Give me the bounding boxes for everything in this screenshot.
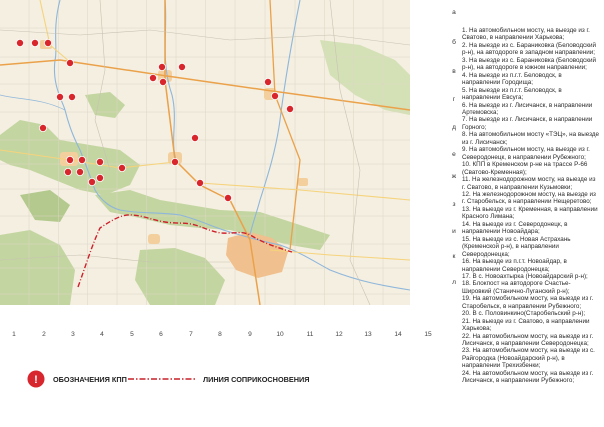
row-label: и	[452, 228, 456, 235]
checkpoint-list-item: 15. На выезде из с. Новая Астрахань (Кременской р-н), в направлении Северодонецка;	[462, 235, 571, 258]
checkpoint-marker	[286, 105, 293, 112]
checkpoint-marker	[56, 93, 63, 100]
checkpoint-list-item: 16. На выезде из п.г.т. Новоайдар, в направлении Северодонецка;	[462, 258, 567, 273]
checkpoint-marker	[149, 74, 156, 81]
checkpoint-list-item: 7. На выезде из г. Лисичанск, в направлении Горного;	[462, 116, 593, 131]
column-label: 7	[189, 331, 193, 338]
column-label: 15	[424, 331, 432, 338]
checkpoint-marker	[68, 93, 75, 100]
row-label: з	[452, 201, 456, 208]
row-label: а	[452, 9, 456, 16]
checkpoint-marker	[39, 124, 46, 131]
checkpoint-marker	[66, 59, 73, 66]
column-label: 5	[130, 331, 134, 338]
column-label: 4	[100, 331, 104, 338]
checkpoint-list-item: 24. На автомобильном мосту, на выезде из г. Лисичанск, в направлении Рубежного;	[462, 369, 594, 385]
checkpoint-marker	[96, 158, 103, 165]
column-label: 3	[71, 331, 75, 338]
checkpoint-list-item: 17. В с. Новоахтырка (Новоайдарский р-н);	[462, 272, 588, 280]
checkpoint-marker	[78, 156, 85, 163]
checkpoint-marker	[196, 179, 203, 186]
checkpoint-list-item: 8. На автомобильном мосту «ТЭЦ», на выезде из г. Лисичанск;	[462, 131, 600, 146]
map-canvas	[0, 0, 410, 305]
checkpoint-list-item: 12. На железнодорожном мосту, на выезде из г. Старобельск, в направлении Нещеретово;	[462, 190, 596, 206]
column-label: 6	[159, 331, 163, 338]
checkpoint-list-item: 4. На выезде из п.г.т. Беловодск, в направлении Городища;	[462, 71, 562, 87]
checkpoint-marker	[96, 174, 103, 181]
checkpoint-list-item: 20. В с. Половинкино(Старобельский р-н);	[462, 310, 586, 318]
kpp-legend-icon	[27, 370, 45, 388]
column-label: 9	[248, 331, 252, 338]
checkpoint-marker	[171, 158, 178, 165]
checkpoint-list-item: 13. На выезде из г. Кременная, в направлении Красного Лимана;	[462, 205, 598, 221]
checkpoint-list-item: 23. На автомобильном мосту, на выезде из с. Райгородка (Новоайдарский р-н), в направлении Трехизбенки;	[462, 347, 595, 370]
checkpoint-list-item: 9. На автомобильном мосту, на выезде из г. Северодонецк, в направлении Рубежного;	[462, 146, 590, 161]
map-area	[0, 0, 410, 305]
column-label: 2	[42, 331, 46, 338]
checkpoint-list-item: 21. На выезде из г. Сватово, в направлении Харькова;	[462, 317, 590, 333]
checkpoint-marker	[118, 164, 125, 171]
checkpoint-marker	[271, 92, 278, 99]
row-label: г	[452, 96, 456, 103]
checkpoint-list-item: 3. На выезде из с. Бараниковка (Беловодский р-н), на автодороге в южном направлении;	[462, 56, 596, 72]
column-label: 1	[12, 331, 16, 338]
checkpoint-list-item: 11. На железнодорожном мосту, на выезде из г. Сватово, в направлении Кузьмовки;	[462, 176, 596, 191]
checkpoint-marker	[16, 39, 23, 46]
checkpoint-marker	[224, 194, 231, 201]
checkpoint-marker	[159, 78, 166, 85]
checkpoint-list-item: 1. На автомобильном мосту, на выезде из г. Сватово, в направлении Харькова;	[462, 27, 590, 42]
checkpoint-list-item: 6. На выезде из г. Лисичанск, в направлении Артемовска;	[462, 101, 593, 116]
column-label: 8	[218, 331, 222, 338]
checkpoint-list-item: 22. На автомобильном мосту, на выезде из г. Лисичанск, в направлении Северодонецка;	[462, 332, 594, 348]
checkpoint-marker	[31, 39, 38, 46]
checkpoint-list-item: 5. На выезде из п.г.т. Беловодск, в направлении Евсуга;	[462, 86, 562, 102]
checkpoint-marker	[76, 168, 83, 175]
column-label: 10	[276, 331, 284, 338]
row-label: к	[452, 253, 456, 260]
column-label: 14	[394, 331, 402, 338]
contact-line-legend-label: ЛИНИЯ СОПРИКОСНОВЕНИЯ	[203, 375, 310, 384]
checkpoint-marker	[64, 168, 71, 175]
row-label: в	[452, 68, 456, 75]
checkpoint-list-item: 19. На автомобильном мосту, на выезде из г. Старобельск, в направлении Рубежного;	[462, 295, 594, 310]
checkpoint-list-item: 2. На выезде из с. Бараниковка (Беловодский р-н), на автодороге в западном направлении;	[462, 41, 596, 57]
checkpoint-list-item: 18. Блокпост на автодороге Счастье-Шировкий (Станично-Луганский р-н);	[462, 280, 571, 295]
row-label: е	[452, 151, 456, 158]
town	[298, 178, 308, 186]
contact-line-legend-symbol	[125, 374, 200, 384]
row-label: ж	[451, 173, 457, 180]
checkpoint-marker	[191, 134, 198, 141]
exclamation-icon: !	[34, 374, 38, 386]
row-label: л	[452, 279, 456, 286]
town	[148, 234, 160, 244]
kpp-legend-label: ОБОЗНАЧЕНИЯ КПП	[53, 375, 127, 384]
column-label: 11	[306, 331, 314, 338]
column-label: 12	[335, 331, 343, 338]
checkpoint-marker	[158, 63, 165, 70]
checkpoint-marker	[88, 178, 95, 185]
column-label: 13	[364, 331, 372, 338]
checkpoint-marker	[178, 63, 185, 70]
checkpoint-marker	[264, 78, 271, 85]
checkpoint-list	[462, 27, 600, 423]
checkpoint-marker	[44, 39, 51, 46]
checkpoint-marker	[66, 156, 73, 163]
checkpoint-list-item: 10. КПП в Кременском р-не на трассе Р-66 (Сватово-Кременная);	[462, 161, 588, 176]
row-label: б	[452, 39, 456, 46]
row-label: д	[452, 124, 456, 131]
checkpoint-list-item: 14. На выезде из г. Северодонецк, в направлении Новоайдара;	[462, 220, 568, 236]
